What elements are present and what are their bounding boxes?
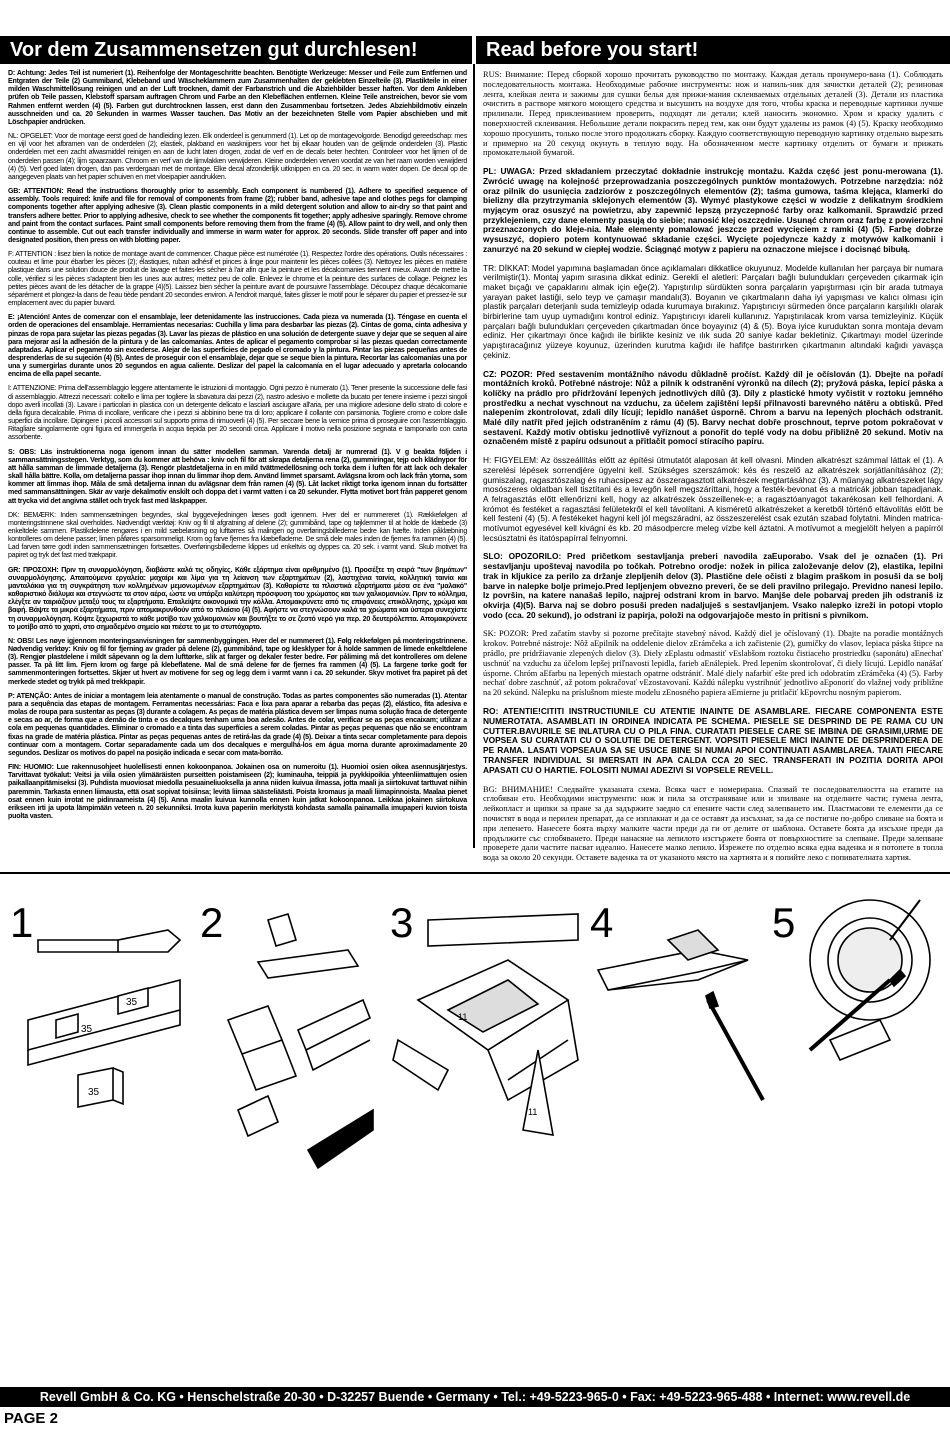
step-number: 1 bbox=[10, 899, 34, 946]
column-divider bbox=[473, 64, 475, 848]
instruction-paragraph-gr: GR: ΠΡΟΣΟΧΗ: Πριν τη συναρμολόγηση, διαβάστε καλά τις οδηγίες. Κάθε εξάρτημα είναι αριθμημένο (1). Προσέξτε τη σειρά "των βημάτων" συναρμολόγησης. Απαιτούμενα εργαλεία: μαχαίρι και λίμα για τη λείανση των εξαρτημάτων (2), λαστιχένια ταινία, κολλητική ταινία και μανταλάκια για τη συγκράτηση των κολλημένων μεμονωμένων εξαρτημάτων (3). Καθαρίστε τα πλαστικά εξαρτήματα μέσα σε ένα "μαλακό" καθαριστικό διάλυμα και στεγνώστε τα στον αέρα, ώστε να υπάρξει καλύτερη πρόσφυση του χρώματος και των χαλκομανιών. Πριν το κόλλημα, ελέγξτε αν ταιριάζουν μεταξύ τους τα εξαρτήματα. Επαλείψτε οικονομικά την κόλλα. Απομακρύνετε από τις επιφάνειες επικόλλησης, χρώμα και βαφή. Βάψτε τα μικρά εξαρτήματα, πριν απομακρυνθούν από το πλαίσιο (4) (5). Αφήστε να στεγνώσουν καλά τα χρώματα και ύστερα συνεχίστε τη συναρμολόγηση. Κόψτε ξεχωριστά το κάθε μοτίβο των χαλκομανιών και βουτήξτε το σε ζεστό νερό για περ. 20 δευτερόλεπτα. Απομακρύνετε το μοτίβο από το χαρτί, στο σημαδεμένο σημείο και πιέστε το με το στυπόχαρτο. bbox=[8, 566, 467, 631]
instruction-paragraph-dk: DK: BEMÆRK: Inden sammensætningen begyndes, skal byggevejledningen læses godt igennem. Hver del er nummereret (1). Rækkefølgen af monteringstrinnene skal overholdes. Nødvendigt værktøj: Kniv og fil til afgratning af delene (2); gummibånd, tape og tøjklemmer til at holde de klæbede (3) enkeltdele sammen. Plastikdelene rengøres i en mild sæbeløsning og lufttørres så malingen og overføringsbillederne bedre kan hæfte. Inden påklæbning kontrolleres om delene passer; limen påføres sparsommeligt. Krom og farve fjernes fra klæbefladerne. De små dele males inden de fjernes fra rammen (4) (5). Lad farven tørre godt inden sammensætningen fortsættes. Overføringsbillederne klippes ud enkeltvis og dyppes ca. 20 sek. i varmt vand. Skub motivet fra papiret og tryk det fast med trækpapir. bbox=[8, 511, 467, 560]
part-label: 11 bbox=[528, 1107, 538, 1117]
step-number: 3 bbox=[390, 899, 414, 946]
instruction-paragraph-p: P: ATENÇÃO: Antes de iniciar a montagem leia atentamente o manual de construção. Todas as partes componentes são numeradas (1). Atentar para a sequência das etapas de montagem. Ferramentas necessárias: Faca e lixa para aparar a rebarba das peças (2), elástico, fita adesiva e molas de roupa para sustentar as peças (3) durante a colagem. As peças de matéria plástica devem ser limpas numa solução fraca de detergente e secas ao ar, de forma que a demão de tinta e os decalques tenham uma boa adesão. Antes de colar, verificar se as peças encaixam; utilizar a cola em pequenas quantidades. Eliminar o cromado e a tinta das superfícies a serem coladas. Pintar as peças pequenas que não se encontram fixas na grade de matéria plástica. Pintar as peças pequenas antes de retirá-las da grade (4) (5). Deixar a tinta secar completamente para depois continuar com a montagem. Cortar separadamente cada um dos decalques e mergulhá-los em água morna durante aproximadamente 20 segundos. Deslizar os motivos do papel na posição indicada e secar com mata-borrão. bbox=[8, 692, 467, 757]
header-title-german: Vor dem Zusammensetzen gut durchlesen! bbox=[0, 36, 472, 64]
instruction-paragraph-n: N: OBS! Les nøye igjennom monteringsanvisningen før sammenbyggingen. Hver del er nummerert (1). Følg rekkefølgen på monteringstrinnene. Nødvendig verktøy: Kniv og fil for fjerning av grader på delene (2), gummibånd, tape og klesklyper for å holde sammen de limede enkeltdelene (3). Rengjør plastdelene i mildt såpevann og la dem lufttørke, slik at farger og dekaler fester bedre. Før påliming må det kontrolleres om delene passer. Ta på litt lim. Fjern krom og farge på klebeflatene. Mal de små delene før de fjernes fra rammen (4) (5). La fargene tørke godt før sammenmonteringen fortsettes. Skjær ut hvert av motivene for seg og legg dem i varmt vann i ca. 20 sekunder. Skyv motivet fra papiret på det merkede stedet og trykk på med trekkpapir. bbox=[8, 637, 467, 686]
instruction-paragraph-bg: BG: ВНИМАНИЕ! Следвайте указаната схема. Всяка част е номерирана. Спазвай те последователността на етапите на сглобяван ето. Необходими инструменти: нож и пила за отстраняване или и зпилване на отделните части; гумена лента, лейкопласт и щипки за пране за да задържите заедно сл епените части след залепването им. Пластмасови те елементи да се почистят в вода и перилен препарат, да се изплакнат и да се оставят да изсъхнат, за да се постигне по-добро сливане на боята и при лепенето. Нанесете боята върху малките части преди да ги от делите от шаблона. Оставете боята да изсъхне преди да продължите със сглобяването. Преди нанасяне на лепилото изстържете боята от повърхностите за слепване. Преди залепване проверете дали частите пасват идеално. Нанесете малко лепило. Изрежете по отделно всяка една ваденка и я потопете в топла вода за около 20 секунди. Оставете ваденка та от указаното място на хартията и я попийте леко с попивателната хартия. bbox=[483, 784, 943, 863]
part-label: 11 bbox=[458, 1012, 468, 1022]
step-number: 2 bbox=[200, 899, 224, 946]
instruction-paragraph-s: S: OBS: Läs instruktionerna noga igenom innan du sätter modellen samman. Varenda detalj är numrerad (1). V g beakta följden i sammansättningsstegen. Verktyg, som du kommer att behöva : kniv och fil för att skrapa detaljerna rena (2), gummiringar, tejp och klädnypor för att hålla samman de limmade detaljerna (3). Rengör plastdetaljerna in en mild tvättmedellösning och torka dem i luften för att lack och dekaler skall hålla bättre. Kolla, om detaljerna passar ihop innan du limmar ihop dem. Använd limmet sparsamt. Avlägsna krom och lack från ytorna, som kommer att limmas ihop. Måla de små detaljerna innan du avlägsnar dem från ramen (4) (5). Låt lacket riktigt torka igenom innan du fortsätter med sammansättningen. Skär av varje dekalmotiv enskilt och doppa det i varmt vatten i ca 20 sekunder. Flytta motivet bort från papperet genom att trycka vid det angivna stället och tryck fast med läskpapper. bbox=[8, 448, 467, 505]
instruction-paragraph-cz: CZ: POZOR: Před sestavením montážního návodu důkladně pročíst. Každý díl je očíslován (1). Dbejte na pořadí montážních kroků. Potřebné nástroje: Nůž a pilník k odstranění výronků na dílech (2); pryžová páska, lepicí páska a kolíčky na prádlo pro přidržování lepených jednotlivých dílů (3). Díly z plastické hmoty vyčistit v roztoku jemného prostředku a nechat vyschnout na vzduchu, za účelem zajištění lepší přilnavosti barevného nátěru a obtisků. Před nalepením zkontrolovat, zdali díly lícují; lepidlo nanášet úsporně. Chrom a barvu na lepených plochách odstranit. Malé díly natřít před jejich odstraněním z rámu (4) (5). Barvy nechat dobře proschnout, teprve potom pokračovat v sestavení. Každý motiv obtisku jednotlivě vyříznout a ponořit do teplé vody na dobu přibližně 20 sekund. Motiv na označeném místě z papíru odsunout a přitlačit pomocí stíracího papíru. bbox=[483, 368, 943, 447]
step-2-illustration bbox=[198, 900, 376, 1380]
step-4-illustration bbox=[588, 900, 768, 1380]
clamp-and-tape-icon bbox=[388, 900, 588, 1380]
instruction-paragraph-slo: SLO: OPOZORILO: Pred pričetkom sestavljanja preberi navodila zaЕuporabo. Vsak del je označen (1). Pri sestavljanju upoštevaj navodila po točkah. Potrebno orodje: nožek in pilica založevanje delov (2), elastika, lepilni trak in kljukice za perilo za držanje zlepljenih delov (3). Plastične dele očisti z blagim praškom in posuši da se bolj barve in nalepke bolje primejo.Pred lepljenjem obvezno preveri, če se deli pravilno prilegajo. Previdno nanesi lepilo. Iz površin, na katere nanašaš lepilo, najprej odstrani krom in barvo. Manjše dele pobarvaj preden jih odstraniš iz okvirja (4)(5). Barva naj se dobro posuši preden nadaljuješ s sestavljanjem. Vsako nalepko izreži in potopi vtoplo vodo (cca. 20 sekund), jo odstrani iz papirja, položi na odgovarjajoče mesto in pritisni s pivnikom. bbox=[483, 551, 943, 620]
rule-above-steps bbox=[0, 872, 950, 874]
instruction-paragraph-f: F: ATTENTION : lisez bien la notice de montage avant de commencer. Chaque pièce est numérotée (1). Respectez l'ordre des opérations. Outils nécessaires : couteau et lime pour ébarber les pièces (2); élastiques, ruban adhésif et pinces à linge pour maintenir les pièces collées (3). Nettoyez les pièces en matière plastique dans une solution douce de produit de lavage et faites-les sécher à l'air afin que la peinture et les décalcomanies tiennent mieux. Avant de mettre la colle, vérifiez si les pièces s'adaptent bien les unes aux autres; mettez peu de colle. Enlevez le chrome et la peinture des surfaces de collage. Peignez les petites pièces avant de les détacher de la grappe (4)(5). Laissez bien sécher la peinture avant de poursuivre l'assemblage. Découpez chaque décalcomanie séparément et plongez-la dans de l'eau tiède pendant 20 secondes environ. A l'endroit marqué, faites glisser le motif pour le séparer du papier et pressez-le sur emplacement avec du papier buvard. bbox=[8, 251, 467, 308]
instruction-paragraph-rus: RUS: Внимание: Перед сборкой хорошо прочитать руководство по монтажу. Каждая деталь пронумеро-вана (1). Соблюдать последовательность монтажа. Необходимые рабочие инструменты: нож и напиль-ник для зачистки деталей (2); резиновая лента, клейкая лента и зажимы для сушки белья для прижи-мания склеиваемых отдельных деталей (3). Детали из пластика очистить в растворе мягкого моющего средства и высушить на воздухе для того, чтобы краска и переводные картинки лучше прилипали. Перед приклеиванием проверить, подходят ли детали; клей наносить экономно. Хром и краску удалить с поверхностей склеивания. Небольшие детали покрасить перед тем, как они будут удалены из рамок (4) (5). Краску необходимо хорошо просушить, только после этого продолжать сборку. Каждую соответствующую переводную картинку отдельно вырезать и примерно на 20 секунд окунуть в теплую воду. На обозначенном месте картинку отделить от бумаги и прижать промокательной бумагой. bbox=[483, 70, 943, 158]
instructions-right-column bbox=[483, 70, 943, 863]
step-number: 4 bbox=[590, 899, 614, 946]
painting-detail-icon bbox=[770, 900, 950, 1380]
header-title-english: Read before you start! bbox=[476, 36, 950, 64]
illustration-steps bbox=[0, 900, 950, 1380]
footer-bar: Revell GmbH & Co. KG • Henschelstraße 20-30 • D-32257 Buende • Germany • Tel.: +49-5223-965-0 • Fax: +49-5223-965-488 • Internet: www.revell.de bbox=[0, 1387, 950, 1407]
step-3-illustration bbox=[388, 900, 588, 1380]
instruction-paragraph-i: I: ATTENZIONE: Prima dell'assemblaggio leggere attentamente le istruzioni di montaggio. Ogni pezzo è numerato (1). Tener presente la successione delle fasi di assemblaggio. Attrezzi necessari: coltello e lima per togliere la sbavatura dai pezzi (2), nastro adesivo e mollette da bucato per tenere insieme i pezzi singoli dopo averli incollati (3). Lavare i particolari in plastica con un detergente delicato e lasciarli asciugare all'aria, per una migliore adesione dello strato di colore e della figura decalcabile. Prima di incollare, verificare che i pezzi si abbinino bene tra di loro; applicare il collante con parsimonia. Togliere cromo e colore dalle superfici da incollare. Dipingere i piccoli accessori sul supporto prima di rimuoverli (4) (5). Per seccare bene la vernice prima di proseguire con l'assemblaggio. Ritagliare singolarmente ogni figura ed immergerla in acqua tiepida per 20 secondi circa. Applicare il motivo nella posizione segnata e tamponarlo con carta assorbente. bbox=[8, 385, 467, 442]
instruction-paragraph-fin: FIN: HUOMIO: Lue rakennusohjeet huolellisesti ennen kokoonpanoa. Jokainen osa on numeroitu (1). Huomioi osien oikea asennusjärjestys. Tarvittavat työkalut: Veitsi ja viila osien ylimääräisten purseitten poistamiseen (2); kuminauha, teippiä ja pyykkipoikia yhteenliimattujen osien paikallaanpitämiseksi (3). Puhdista muoviosat miedolla pesuaineliuoksella ja anna niiden kuivua ilmassa, jotta maali ja siirtokuvat tarttuvat niihin paremmin. Tarkasta ennen liimausta, että osat sopivat toisiinsa; levitä liimaa säästeliäästi. Poista kromaus ja maali liimapinnoista. Maalaa pienet osat ennen kuin irrotat ne pidinraameista (4) (5). Anna maalin kuivua kunnolla ennen kuin jatkat kokoonpanoa. Leikkaa jokainen siirtokuva erikseen irti ja upota lämpimään veteen n. 20 sekunniksi. Irrota kuva paperiin merkitystä kohdasta samalla painamalla imupaperi kuvion toista puolta vasten. bbox=[8, 764, 467, 820]
part-label: 35 bbox=[126, 997, 138, 1008]
instruction-paragraph-pl: PL: UWAGA: Przed składaniem przeczytać dokładnie instrukcję montażu. Każda część jest ponu-merowana (1). Zwrócić uwagę na kolejność przeprowadzania poszczególnych punktów montażowych. Potrzebne narzędzia: nóż oraz pilnik do usunięcia zadziorów z poszczególnych elementów (2); taśma gumowa, taśma klejąca, klamerki do bielizny dla przytrzymania sklejonych elementów (3). Wymyć plastykowe części w wodzie z delikatnym środkiem myjącym oraz osuszyć na powietrzu, aby zapewnić lepszą przyczepność farby oraz kalkomanii. Sprawdzić przed przyklejeniem, czy dane elementy pasują do siebie; nanosić klej oszczędnie. Usunąć chrom oraz farbę z powierzchni przeznaczonych do kleje-nia. Małe elementy pomalować jeszcze przed wycięciem z ramki (4) (5). Farbę dobrze wysuszyć, dopiero potem kontynuować składanie części. Wycięte pojedyncze każdy z motywów kalkomanii i zanurzyć na 20 sekund w ciepłej wodzie. Ściągnąć motyw z papieru na oznaczone miejsce i docisnąć bibułą. bbox=[483, 166, 943, 254]
instruction-paragraph-nl: NL: OPGELET: Voor de montage eerst goed de handleiding lezen. Elk onderdeel is genummerd (1). Let op de montagevolgorde. Benodigd gereedschap: mes en vijl voor het afbramen van de onderdelen (2); elastiek, plakband en wasknijpers voor het bij elkaar houden van de gelijmde onderdelen (3). Plastic onderdelen met een zacht afwasmiddel reinigen en aan de lucht laten drogen, zodat de verf en de decals beter hechten. Controleer voor het lijmen of de onderdelen passen (4); lijm spaarzaam. Chroom en verf van de lijmvlakken verwijderen. Kleine onderdelen verven voordat ze van het raam worden verwijderd (4) (5). Verf goed laten drogen, dan pas verdergaan met de montage. Elke decal afzonderlijk uitknippen en ca. 20 sec. in warm water dopen. De decal op de aangegeven plaats van het papier schuiven en met vloeipapier aandrukken. bbox=[8, 133, 467, 181]
tweezers-and-brush-icon bbox=[588, 900, 768, 1380]
step-number: 5 bbox=[772, 899, 796, 946]
instruction-paragraph-ro: RO: ATENTIE!CITITI INSTRUCTIUNILE CU ATENTIE INAINTE DE ASAMBLARE. FIECARE COMPONENTA ESTE NUMEROTATA. ASAMBLATI IN ORDINEA INDICATA PE SCHEMA. PIESELE SE DESPRIND DE PE RAMA CU UN CUTTER.BAVURILE SE INLATURA CU O PILA FINA. CURATATI PIESELE CARE SE IMBINA DE GRASIMI,URME DE VOPSEA SU CURATATI CU O SOLUTIE DE DETERGENT. VOPSITI PIESELE MICI INAINTE DE DESPRINDEREA DE PE RAMA. LASATI VOPSEAUA SA SE USUCE BINE SI NUMAI APOI CONTINUATI ASAMBLAREA. TAIATI FIECARE TRANSFER INDIVIDUAL SI IMERSATI IN APA CALDA CCA 20 SEC. TRANSFERATI IN POZITIA DORITA APOI APASATI CU O HARTIE. FOLOSITI NUMAI ADEZIVI SI VOPSELE REVELL. bbox=[483, 705, 943, 775]
instruction-paragraph-d: D: Achtung: Jedes Teil ist numeriert (1). Reihenfolge der Montageschritte beachten. Benötigte Werkzeuge: Messer und Feile zum Entfernen und Entgraten der Teile (2) Gummiband, Klebeband und Wäscheklammern zum Zusammenhalten der geklebten Einzelteile (3). Plastikteile in einer milden Waschmittellösung reinigen und an der Luft trocknen, damit der Farbanstrich und die Abziehbilder besser haften. Vor dem Ankleben prüfen ob Teile passen, Klebstoff sparsam auftragen Chrom und Farbe an den Klebeflächen entfernen. Kleine Teile anstreichen, bevor sie vom Rahmen entfernt werden (4) (5). Farben gut durchtrocknen lassen, erst dann den Zusammenbau fortsetzen. Jedes Abziehbildmotiv einzeln ausschneiden und ca. 20 Sekunden in warmes Wasser tauchen. Das Motiv an der bezeichneten Stelle vom Papier abschieben und mit Löschpapier andrücken. bbox=[8, 70, 467, 126]
page-number: PAGE 2 bbox=[4, 1410, 58, 1427]
step-1-illustration bbox=[8, 900, 186, 1380]
instruction-paragraph-gb: GB: ATTENTION: Read the instructions thoroughly prior to assembly. Each component is numbered (1). Adhere to specified sequence of assembly. Tools required: knife and file for removal of components from frame (2); rubber band, adhesive tape and clothes pegs for clamping components together after applying adhesive (3). Clean plastic components in a mild detergent solution and allow to air-dry so that paint and transfers adhere better. Prior to applying adhesive, check to see whether the components fit together; apply adhesive sparingly. Remove chrome and paint from the contact surfaces. Paint small components before removing them from the frame (4) (5). Allow paint to dry well, and only then continue to assemble. Cut out each transfer individually and immerse in warm water for approx. 20 seconds. Slide transfer off paper and into designated position, then press on with blotting paper. bbox=[8, 188, 467, 244]
instructions-left-column bbox=[8, 70, 467, 838]
step-5-illustration bbox=[770, 900, 950, 1380]
sprue-frame-icon bbox=[8, 900, 186, 1380]
part-label: 35 bbox=[81, 1024, 93, 1035]
instruction-paragraph-e: E: ¡Atención! Antes de comenzar con el ensamblaje, leer detenidamente las instrucciones. Cada pieza va numerada (1). Téngase en cuenta el orden de operaciones del ensamblaje. Herramientas necesarias: Cuchilla y lima para desbarbar las piezas (2). Cintas de goma, cinta adhesiva y pinzas de ropa para sujetar las piezas pegadas (3). Lavar las piezas de plástico en una solución de detergente suave y dejar que se sequen al aire para mejorar así la adhesión de la pintura y de las calcomanías. Antes de aplicar el pegamento comprobar si las piezas quedan correctamente adaptadas. Aplicar el pegamento sin excederse. Alejar de las superficies de pegado el cromado y la pintura. Pintar las piezas pequeñas antes de desprenderlas de su sujeción (4) (5). Antes de proseguir con el ensamblaje, dejar que se seque bien la pintura. Recortar las calcomanías una por una y sumergirlas durante unos 20 segundos en agua caliente. Deslizar del papel la calcomanía en el lugar adecuado y apretarla colocando encima de ella papel secante. bbox=[8, 314, 467, 379]
instruction-paragraph-sk: SK: POZOR: Pred začatím stavby si pozorne prečítajte stavebný návod. Každý diel je očíslovaný (1). Dbajte na poradie montážnych krokov. Potrebné nástroje: Nôž aЕpilník na oddelenie dielov zЕrámčeka a ich začistenie (2), gumičky do vlasov, lepiaca páska štipce na prádlo, pre pridržiavanie zlepených dielov (3). Diely zЕplastu odmastiť vЕslabšom roztoku čistiaceho prostriedku (saponátu) aЕnechať uschnúť na vzduchu za účelom lepšej priľnavosti lepidla, farieb aЕnálepiek. Pred lepením skontrolovať, či diely lícujú. Lepidlo nanášať úsporne. Chróm aЕfarbu na lepených miestach opatrne odstrániť. Malé diely nafarbiť ešte pred ich odobratím zЕrámčeka (4) (5). Farby nechať dobre zaschnúť, až potom pokračovať vЕzostavovaní. Každú nálepku vystrihnúť jednotlivo aЕponoriť do vlažnej vody približne na 20 sekúnd. Nálepku na príslušnom mieste modelu zЕnosného papiera aЕmierne ju pritlačiť kЕpovrchu nosným papierom. bbox=[483, 629, 943, 698]
instruction-paragraph-tr: TR: DİKKAT: Model yapımına başlamadan önce açıklamaları dikkatlice okuyunuz. Modelde kullanılan her parçaya bir numara verilmiştir(1). Montaj yapım sırasına dikkat ediniz. Gerekli el aletleri: Parçaları bağlı bulundukları çerçeveden çıkarmak için maket bıçağı ve çapaklarını almak için eğe(2). Yapıştırılıp sürdükten sonra parçaların yapıştırması ıçin bir arada tutmaya yarayan paket lastiği, selo teyp ve çamaşır mandalı(3). Boyanın ve çıkartmaların daha iyi yapışması ve kalıcı olması için plastik parçaları deterjanlı suda temizleyip odada kurumaya bırakınız. Yapıştırıcıyı sürmeden önce parçaların karşılıklı olarak birbirlerine tam uyup uymadığını kontrol ediniz. Yapıştırıcıyı idareli kullanınız. Yapıştırılacak krom varsa temizleyiniz. Küçük parçaları bağlı bulundukları çerçeveden çıkartmadan önce boyayınız (4) & (5). Boya iyice kuruduktan sonra montaja devam ediniz. Her çıkartmayı önce kağıdı ile birlikte kesiniz ve ılık suda 20 saniye kadar bekletiniz. Çıkartmayı model üzerinde yapıştıracağınız yüzeye koyunuz, üzerinden kurutma kağıdı ile hafifçe bastırırken çıkartmanın altındaki kağıdı yavaşça çekiniz. bbox=[483, 262, 943, 360]
instruction-paragraph-h: H: FIGYELEM: Az összeállítás előtt az építési útmutatót alaposan át kell olvasni. Minden alkatrészt számmal láttak el (1). A szerelési lépések sorrendjére ügyelni kell. Szükséges szerszámok: kés és reszelő az alkatrészek sorjátlanításához (2); gumiszalag, ragasztószalag és ruhacsipesz az összeragasztott alkatrészek megtartásához (3). A műanyag alkatrészeket lágy mosószeres oldatban kell tisztítani és a levegőn kell megszáríttani, hogy a festék-bevonat és a matricák jobban tapadjanak. A felragasztás előtt ellenőrizni kell, hogy az alkatrészek összeillenek-e; a ragasztóanyagot takarékosan kell felhordani. A krómot és festéket a ragasztási felületekről el kell távolítani. A kisméretű alkatrészeket a keretből történő eltávolítás előtt be kell festeni (4) (5). A festékeket hagyni kell jól megszáradni, az összeszerelést csak ezután szabad folytatni. Minden matrica-motívumot egyesével kell kivágni és kb. 20 másodpercre meleg vízbe kell áztatni. A motívumot a megjelölt helyen a papírról lecsúsztatni és itatóspapírral felnyomni. bbox=[483, 455, 943, 543]
part-label: 35 bbox=[88, 1087, 100, 1098]
header-bar bbox=[0, 36, 950, 64]
knife-and-file-icon bbox=[198, 900, 376, 1380]
